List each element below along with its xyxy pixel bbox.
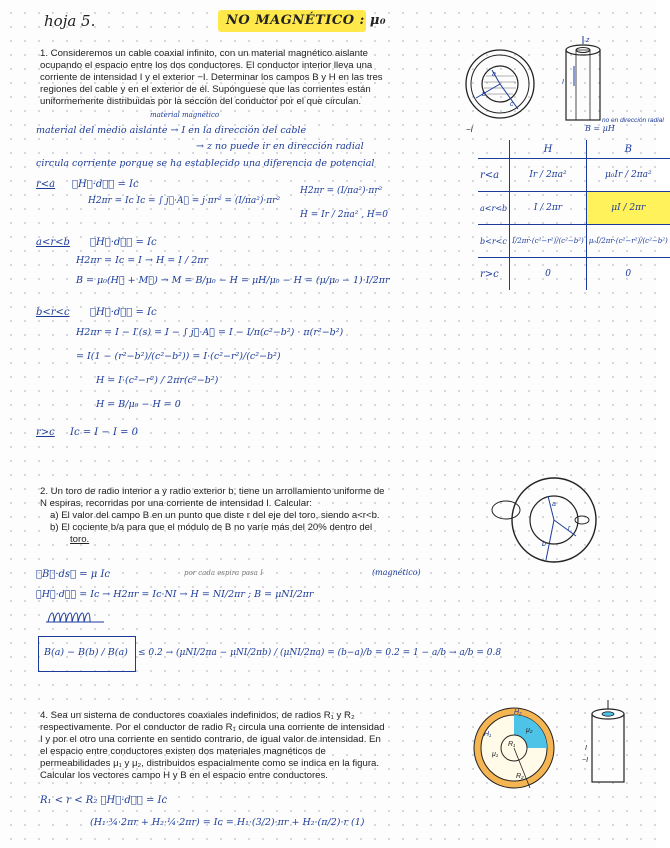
problem-1-line: regiones del cable y en el exterior de él. Supónguese que las corrientes están bbox=[40, 84, 371, 95]
label-minus-I: −I bbox=[582, 757, 589, 764]
problem-4-line: permeabilidades μ₁ y μ₂, distribuidos espacialmente como se indica en la figura. bbox=[40, 758, 380, 769]
equation-line: H2πr = I − I′(s) = I − ∫ j⃗·A⃗ = I − I/π(c²−b²) · π(r²−b²) bbox=[76, 327, 344, 338]
table-header-cell: H bbox=[510, 140, 587, 159]
table-cell-B: μ₀Ir / 2πa² bbox=[586, 159, 670, 192]
page-title: NO MAGNÉTICO : μ₀ bbox=[226, 13, 387, 28]
label-H2: H₂ bbox=[514, 709, 522, 716]
note-line: material del medio aislante → I en la dirección del cable bbox=[36, 125, 307, 136]
label-minus-I: −I bbox=[466, 125, 473, 134]
table-header-cell bbox=[478, 140, 510, 159]
equation-line: H2πr = Iᴄ Iᴄ = ∫ j⃗·A⃗ = j·πr² = (I/πa²)·πr² bbox=[88, 196, 281, 206]
table-header-cell: B bbox=[586, 140, 670, 159]
table-cell-region: b<r<c bbox=[478, 225, 510, 258]
note-line: circula corriente porque se ha establecido una diferencia de potencial bbox=[36, 158, 375, 169]
problem-2-line: 2. Un toro de radio interior a y radio exterior b, tiene un arrollamiento uniforme de bbox=[40, 486, 385, 497]
problem-4-line: I y por el otro una corriente en sentido contrario, de igual valor de intensidad. En bbox=[40, 734, 381, 745]
problem-1-line: ocupando el espacio entre los dos conductores. El conductor interior lleva una bbox=[40, 60, 373, 71]
equation-line: ≤ 0.2 → (μNI/2πa − μNI/2πb) / (μNI/2πa) = (b−a)/b = 0.2 = 1 − a/b → a/b = 0.8 bbox=[138, 648, 502, 658]
table-cell-H: I/2πr·(c²−r²)/(c²−b²) bbox=[510, 225, 587, 258]
coil-windings-sketch bbox=[46, 610, 106, 628]
table-row bbox=[478, 258, 670, 291]
region-label: a<r<b bbox=[36, 237, 70, 248]
material-label: material magnético bbox=[150, 111, 220, 119]
coaxial-materials-figure bbox=[472, 700, 648, 796]
label-b: b bbox=[542, 541, 546, 548]
equation-line: (H₁·¾·2πr + H₂·¼·2πr) = Iᴄ = H₁·(3/2)·πr + H₂·(π/2)·r (1) bbox=[90, 817, 365, 828]
label-r: r bbox=[568, 525, 571, 532]
label-b: b bbox=[482, 91, 486, 98]
problem-1-line: 1. Consideremos un cable coaxial infinito, con un material magnético aislante bbox=[40, 48, 368, 59]
problem-2-item: toro. bbox=[70, 534, 90, 545]
label-c: c bbox=[510, 101, 514, 108]
side-note: no en dirección radial bbox=[602, 117, 664, 124]
equation-line: H2πr = (I/πa²)·πr² bbox=[300, 186, 383, 196]
table-header-row bbox=[478, 140, 670, 159]
equation-line: H = Ir / 2πa² , H=0 bbox=[300, 210, 389, 220]
label-a: a bbox=[552, 501, 556, 508]
region-label: r>c bbox=[36, 427, 55, 438]
label-mu1: μ₁ bbox=[492, 751, 499, 758]
problem-1 bbox=[40, 48, 460, 108]
problem-4-line: 4. Sea un sistema de conductores coaxiales indefinidos, de radios R₁ y R₂ bbox=[40, 710, 355, 721]
table-cell-H: 0 bbox=[510, 258, 587, 291]
label-R1: R₁ bbox=[508, 741, 516, 748]
table-cell-region: r<a bbox=[478, 159, 510, 192]
note-line: por cada espira pasa I bbox=[184, 569, 263, 577]
table-cell-B: μ₀I/2πr·(c²−r²)/(c²−b²) bbox=[586, 225, 670, 258]
table-row bbox=[478, 225, 670, 258]
table-B-note: B = μH bbox=[585, 124, 615, 133]
equation-line: B(a) − B(b) / B(a) bbox=[44, 647, 128, 658]
equation-line: ∮B⃗·ds⃗ = μ Iᴄ bbox=[36, 569, 111, 580]
equation-line: H2πr = Iᴄ = I → H = I / 2πr bbox=[76, 255, 209, 266]
table-cell-region: a<r<b bbox=[478, 192, 510, 225]
equation-line: ∮H⃗·dℓ⃗ = Iᴄ bbox=[90, 237, 157, 248]
problem-2-line: N espiras, recorridas por una corriente de intensidad I. Calcular: bbox=[40, 498, 312, 509]
table-cell-B: μI / 2πr bbox=[586, 192, 670, 225]
equation-line: Iᴄ = I − I = 0 bbox=[70, 427, 139, 438]
equation-line: ∮H⃗·dℓ⃗ = Iᴄ bbox=[90, 307, 157, 318]
coaxial-cable-figure bbox=[462, 36, 664, 146]
table-cell-B: 0 bbox=[586, 258, 670, 291]
problem-4-line: Calcular los vectores campo H y B en el espacio entre conductores. bbox=[40, 770, 328, 781]
problem-2-item: a) El valor del campo B en un punto que diste r del eje del toro, siendo a<r<b. bbox=[50, 510, 380, 521]
equation-line: H = I·(c²−r²) / 2πr(c²−b²) bbox=[96, 375, 219, 386]
equation-line: R₁ < r < R₂ ∮H⃗·dℓ⃗ = Iᴄ bbox=[40, 795, 168, 806]
toroid-figure bbox=[486, 470, 606, 570]
table-row bbox=[478, 192, 670, 225]
page-label: hoja 5. bbox=[44, 12, 96, 30]
label-a: a bbox=[492, 71, 496, 78]
note-line: (magnético) bbox=[372, 568, 421, 577]
equation-line: ∮H⃗·dℓ⃗ = Iᴄ → H2πr = Iᴄ·NI → H = NI/2πr ; B = μNI/2πr bbox=[36, 589, 314, 600]
table-row bbox=[478, 159, 670, 192]
equation-line: B = μ₀(H⃗ + M⃗) → M = B/μ₀ − H = μH/μ₀ − H = (μ/μ₀ − 1)·I/2πr bbox=[76, 275, 390, 286]
problem-4-line: el espacio entre conductores existen dos materiales magnéticos de bbox=[40, 746, 326, 757]
table-cell-H: Ir / 2πa² bbox=[510, 159, 587, 192]
label-R2: R₂ bbox=[516, 773, 524, 780]
table-cell-H: I / 2πr bbox=[510, 192, 587, 225]
problem-4 bbox=[40, 710, 458, 782]
equation-line: H = B/μ₀ − H = 0 bbox=[96, 399, 181, 410]
table-cell-region: r>c bbox=[478, 258, 510, 291]
region-label: r<a bbox=[36, 179, 56, 190]
label-I: I bbox=[585, 745, 587, 752]
label-I: I bbox=[562, 79, 564, 86]
problem-1-line: uniformemente distribuidas por la sección del conductor por el que circulan. bbox=[40, 96, 362, 107]
equation-line: ∮H⃗·dℓ⃗ = Iᴄ bbox=[72, 179, 139, 190]
equation-line: = I(1 − (r²−b²)/(c²−b²)) = I·(c²−r²)/(c²−b²) bbox=[76, 351, 281, 362]
note-line: → z no puede ir en dirección radial bbox=[196, 141, 364, 152]
region-label: b<r<c bbox=[36, 307, 70, 318]
label-H1: H₁ bbox=[484, 731, 492, 738]
problem-4-line: respectivamente. Por el conductor de radio R₁ circula una corriente de intensidad bbox=[40, 722, 385, 733]
problem-2-item: b) El cociente b/a para que el módulo de B no varíe más del 20% dentro del bbox=[50, 522, 373, 533]
problem-2 bbox=[40, 486, 460, 546]
results-table bbox=[478, 140, 670, 290]
problem-1-line: corriente de intensidad I y el exterior −I. Determinar los campos B y H en las tres bbox=[40, 72, 383, 83]
label-mu2: μ₂ bbox=[526, 727, 533, 734]
label-z: z bbox=[586, 37, 590, 44]
